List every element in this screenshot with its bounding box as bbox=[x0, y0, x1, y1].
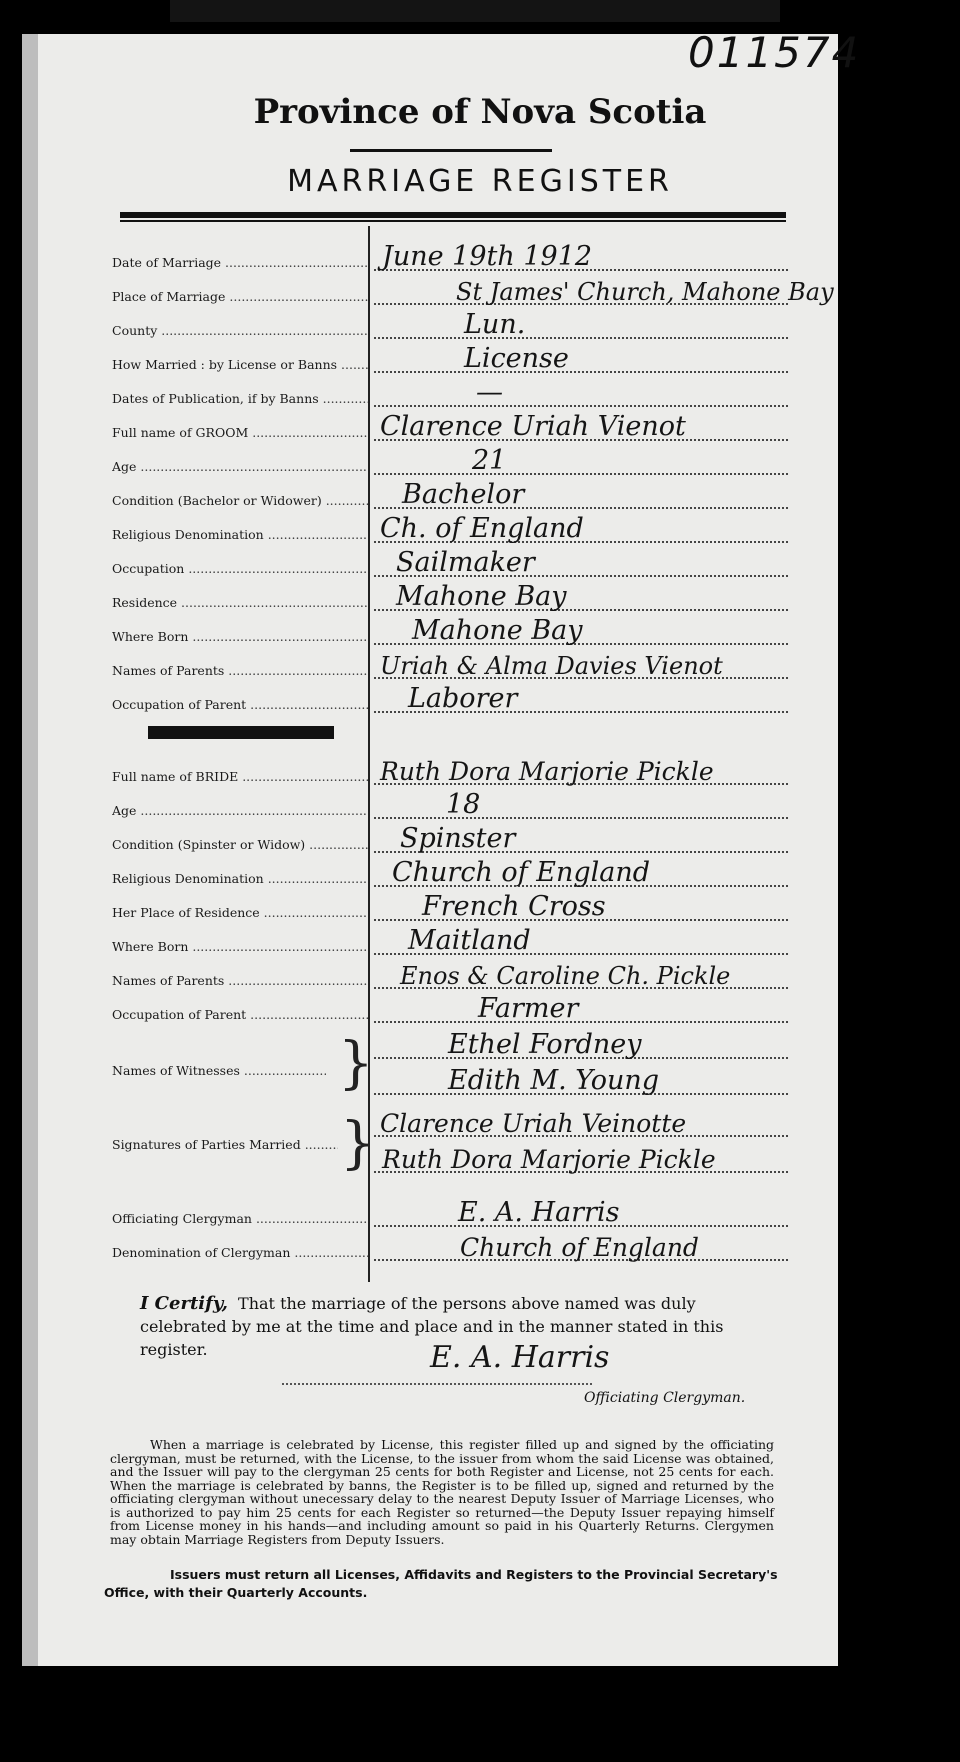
title-underline bbox=[350, 149, 552, 152]
party-signature: Ruth Dora Marjorie Pickle bbox=[382, 1145, 716, 1174]
form-row bbox=[112, 412, 788, 444]
party-line-1 bbox=[112, 1108, 788, 1140]
field-label: Residence ..... bbox=[112, 595, 368, 610]
field-value: Sailmaker bbox=[396, 547, 535, 578]
form-row bbox=[112, 310, 788, 342]
field-label: How Married : by License or Banns ..... bbox=[112, 357, 368, 372]
signature-line bbox=[282, 1383, 592, 1385]
certification-text: That the marriage of the persons above named was duly celebrated by me at the time and place and in the manner stated in this register. bbox=[140, 1294, 724, 1359]
issuers-notice: Issuers must return all Licenses, Affidavits and Registers to the Provincial Secretary's Office, with their Quarterly Accounts. bbox=[104, 1567, 778, 1600]
field-label: Condition (Spinster or Widow) ..... bbox=[112, 837, 368, 852]
form-row bbox=[112, 1198, 788, 1230]
field-value: Church of England bbox=[392, 857, 651, 888]
form-row bbox=[112, 446, 788, 478]
clergyman-signature: E. A. Harris bbox=[430, 1340, 610, 1375]
form-row bbox=[112, 790, 788, 822]
field-label: Condition (Bachelor or Widower) ..... bbox=[112, 493, 368, 508]
field-label: Occupation of Parent ..... bbox=[112, 697, 368, 712]
field-label: Where Born ..... bbox=[112, 629, 368, 644]
parties-brace: } bbox=[340, 1111, 376, 1176]
field-label: Names of Witnesses ..... bbox=[112, 1063, 326, 1078]
field-value: 18 bbox=[446, 789, 481, 820]
field-value: — bbox=[476, 377, 503, 408]
field-label: Place of Marriage ..... bbox=[112, 289, 368, 304]
field-value: Farmer bbox=[478, 993, 579, 1024]
register-title: MARRIAGE REGISTER bbox=[287, 164, 673, 199]
header-rule-thick bbox=[120, 212, 786, 218]
field-value: Uriah & Alma Davies Vienot bbox=[380, 652, 723, 680]
field-value: Lun. bbox=[464, 309, 526, 340]
form-row bbox=[112, 514, 788, 546]
form-row bbox=[112, 480, 788, 512]
field-label: Full name of GROOM ..... bbox=[112, 425, 368, 440]
field-label: Officiating Clergyman ..... bbox=[112, 1211, 368, 1226]
field-value: Spinster bbox=[400, 823, 516, 854]
witness-brace: } bbox=[338, 1031, 374, 1096]
field-label: Occupation of Parent ..... bbox=[112, 1007, 368, 1022]
form-row bbox=[112, 960, 788, 992]
field-label: Date of Marriage ..... bbox=[112, 255, 368, 270]
form-row bbox=[112, 994, 788, 1026]
field-label: Where Born ..... bbox=[112, 939, 368, 954]
certify-word: I Certify, bbox=[140, 1293, 228, 1314]
province-title: Province of Nova Scotia bbox=[253, 92, 707, 132]
form-row bbox=[112, 824, 788, 856]
field-value: French Cross bbox=[422, 891, 606, 922]
field-value: Ruth Dora Marjorie Pickle bbox=[380, 757, 714, 786]
party-line-2 bbox=[112, 1137, 788, 1176]
form-row bbox=[112, 344, 788, 376]
field-label: Age ..... bbox=[112, 803, 368, 818]
form-row bbox=[112, 378, 788, 410]
field-value: Bachelor bbox=[402, 479, 525, 510]
party-signature: Clarence Uriah Veinotte bbox=[380, 1109, 687, 1138]
form-row bbox=[112, 616, 788, 648]
field-label: Age ..... bbox=[112, 459, 368, 474]
field-label: Denomination of Clergyman ..... bbox=[112, 1245, 368, 1260]
header-rule-thin bbox=[120, 220, 786, 222]
fill-line bbox=[374, 473, 788, 475]
field-value: 21 bbox=[472, 445, 507, 476]
field-value: Ch. of England bbox=[380, 513, 584, 544]
witness-line-2 bbox=[112, 1063, 788, 1098]
form-row bbox=[112, 650, 788, 682]
field-label: Names of Parents ..... bbox=[112, 663, 368, 678]
film-edge bbox=[170, 0, 780, 22]
field-value: St James' Church, Mahone Bay bbox=[456, 278, 834, 306]
field-value: License bbox=[464, 343, 569, 374]
field-value: Clarence Uriah Vienot bbox=[380, 411, 686, 442]
form-row bbox=[112, 1232, 788, 1264]
form-row bbox=[112, 756, 788, 788]
fill-line bbox=[374, 371, 788, 373]
field-label: Signatures of Parties Married ..... bbox=[112, 1137, 338, 1152]
form-row bbox=[112, 684, 788, 716]
witness-line-1 bbox=[112, 1030, 788, 1062]
form-row bbox=[112, 926, 788, 958]
form-row bbox=[112, 276, 834, 308]
field-label: Full name of BRIDE ..... bbox=[112, 769, 368, 784]
field-label: Her Place of Residence ..... bbox=[112, 905, 368, 920]
bride-section-divider bbox=[148, 726, 334, 739]
witness-name: Edith M. Young bbox=[448, 1065, 660, 1096]
field-value: Enos & Caroline Ch. Pickle bbox=[400, 962, 731, 990]
form-row bbox=[112, 858, 788, 890]
field-value: Mahone Bay bbox=[396, 581, 567, 612]
form-row bbox=[112, 582, 788, 614]
reference-number: 011574 bbox=[688, 28, 861, 77]
field-value: Church of England bbox=[460, 1233, 699, 1262]
field-label: Names of Parents ..... bbox=[112, 973, 368, 988]
fill-line bbox=[374, 1021, 788, 1023]
field-value: Laborer bbox=[408, 683, 518, 714]
witness-name: Ethel Fordney bbox=[448, 1029, 642, 1060]
form-row bbox=[112, 548, 788, 580]
field-value: Mahone Bay bbox=[412, 615, 583, 646]
field-value: Maitland bbox=[408, 925, 531, 956]
fill-line bbox=[374, 817, 788, 819]
field-label: Religious Denomination ..... bbox=[112, 871, 368, 886]
field-label: County ..... bbox=[112, 323, 368, 338]
signature-caption: Officiating Clergyman. bbox=[584, 1390, 746, 1406]
instructions-note: When a marriage is celebrated by License, this register filled up and signed by the officiating clergyman, must be returned, with the License, to the issuer from whom the said License was obtained, and the Issuer will pay to the clergyman 25 cents for both Register and License, not 25 cents for each. When the marriage is celebrated by banns, the Register is to be filled up, signed and returned by the officiating clergyman without unecessary delay to the nearest Deputy Issuer of Marriage Licenses, who is authorized to pay him 25 cents for each Register so returned—the Deputy Issuer repaying himself from License money in his hands—and including amount so paid in his Quarterly Returns. Clergymen may obtain Marriage Registers from Deputy Issuers. bbox=[110, 1437, 774, 1547]
field-value: E. A. Harris bbox=[458, 1197, 620, 1228]
field-label: Religious Denomination ..... bbox=[112, 527, 368, 542]
fill-line bbox=[374, 337, 788, 339]
form-row bbox=[112, 892, 788, 924]
field-value: June 19th 1912 bbox=[382, 241, 593, 272]
field-label: Dates of Publication, if by Banns ..... bbox=[112, 391, 368, 406]
form-row bbox=[112, 242, 788, 274]
fill-line bbox=[374, 405, 788, 407]
field-label: Occupation ..... bbox=[112, 561, 368, 576]
